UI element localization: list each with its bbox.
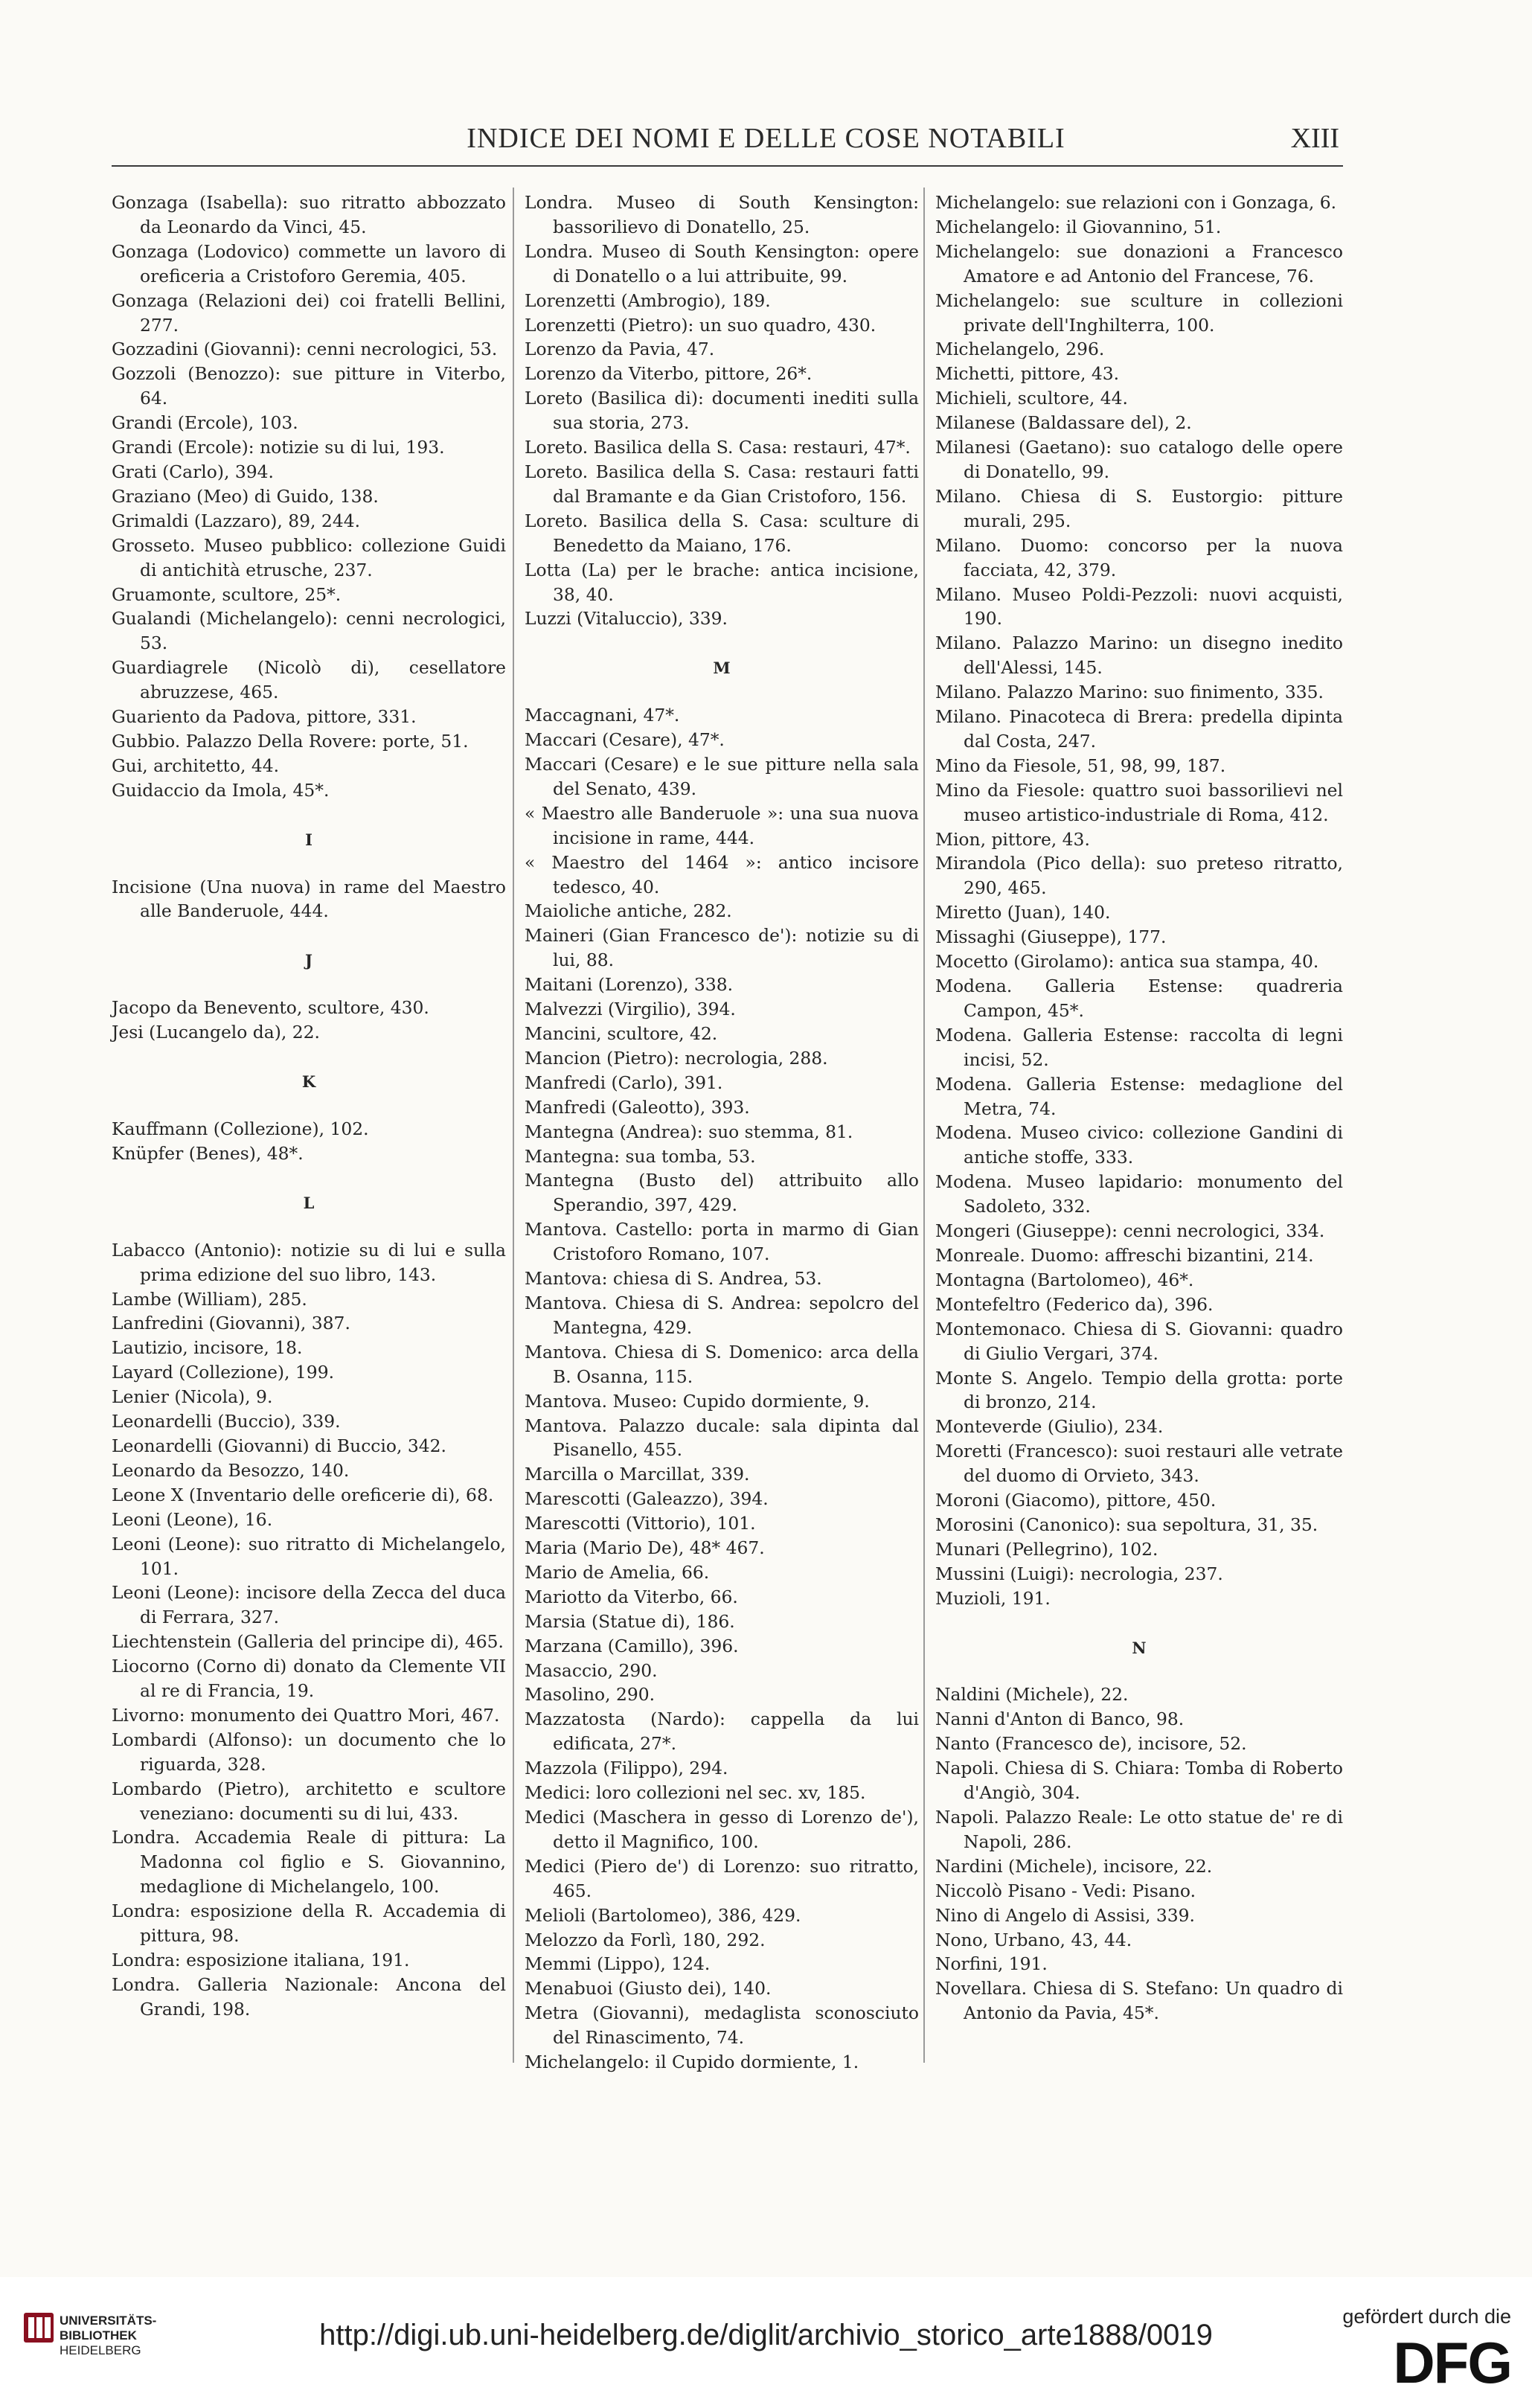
index-entry: Miretto (Juan), 140. <box>935 902 1111 923</box>
index-entry: Napoli. Chiesa di S. Chiara: Tomba di Roberto d'Angiò, 304. <box>935 1758 1343 1804</box>
index-entry: Gui, architetto, 44. <box>112 755 280 776</box>
index-entry: Mirandola (Pico della): suo preteso ritratto, 290, 465. <box>935 853 1343 899</box>
dfg-logo-text: DFG <box>1393 2331 1511 2390</box>
index-entry: Londra: esposizione italiana, 191. <box>112 1950 410 1970</box>
index-entry: Grandi (Ercole): notizie su di lui, 193. <box>112 437 445 458</box>
index-entry: Milano. Chiesa di S. Eustorgio: pitture murali, 295. <box>935 485 1343 531</box>
header-rule <box>112 165 1343 167</box>
index-entry: Metra (Giovanni), medaglista sconosciuto del Rinascimento, 74. <box>525 2002 919 2049</box>
index-entry: Mussini (Luigi): necrologia, 237. <box>935 1563 1223 1584</box>
source-url-link[interactable]: http://digi.ub.uni-heidelberg.de/diglit/archivio_storico_arte1888/0019 <box>319 2319 1213 2351</box>
index-entry: Nardini (Michele), incisore, 22. <box>935 1855 1213 1877</box>
index-entry: Mario de Amelia, 66. <box>525 1561 710 1583</box>
index-entry: Luzzi (Vitaluccio), 339. <box>525 608 728 630</box>
section-letter-heading: J <box>305 951 313 970</box>
index-entry: Mariotto da Viterbo, 66. <box>525 1586 738 1607</box>
index-entry: Mantegna (Andrea): suo stemma, 81. <box>525 1121 853 1142</box>
index-column-1 <box>112 190 506 2022</box>
index-entry: Niccolò Pisano - Vedi: Pisano. <box>935 1880 1196 1901</box>
index-entry: Livorno: monumento dei Quattro Mori, 467. <box>112 1704 500 1726</box>
index-entry: Milanesi (Gaetano): suo catalogo delle opere di Donatello, 99. <box>935 437 1343 482</box>
section-letter-heading: I <box>305 830 313 849</box>
library-logo-line-3: HEIDELBERG <box>60 2343 141 2357</box>
index-entry: Gualandi (Michelangelo): cenni necrologici, 53. <box>112 608 506 654</box>
index-entry: Michelangelo: sue relazioni con i Gonzaga, 6. <box>935 192 1337 213</box>
index-entry: Marescotti (Vittorio), 101. <box>525 1513 756 1534</box>
index-entry: Gonzaga (Relazioni dei) coi fratelli Bellini, 277. <box>112 289 506 336</box>
index-entry: Gozzoli (Benozzo): sue pitture in Viterbo, 64. <box>112 363 506 409</box>
index-entry: Mongeri (Giuseppe): cenni necrologici, 334. <box>935 1220 1325 1242</box>
index-entry: Gruamonte, scultore, 25*. <box>112 583 342 605</box>
index-entry: Moretti (Francesco): suoi restauri alle vetrate del duomo di Orvieto, 343. <box>935 1441 1343 1487</box>
index-entry: Masaccio, 290. <box>525 1659 658 1681</box>
index-entry: Loreto. Basilica della S. Casa: sculture di Benedetto da Maiano, 176. <box>525 510 919 556</box>
index-entry: Maccagnani, 47*. <box>525 705 680 726</box>
index-entry: Leoni (Leone), 16. <box>112 1508 273 1530</box>
index-entry: Medici: loro collezioni nel sec. xv, 185. <box>525 1782 866 1804</box>
index-entry: Grati (Carlo), 394. <box>112 461 274 482</box>
index-entry: Manfredi (Carlo), 391. <box>525 1072 723 1093</box>
index-entry: Menabuoi (Giusto dei), 140. <box>525 1978 772 1999</box>
index-entry: Liechtenstein (Galleria del principe di), 465. <box>112 1631 504 1653</box>
index-entry: Michelangelo: sue sculture in collezioni private dell'Inghilterra, 100. <box>935 289 1343 336</box>
index-entry: Mantova. Palazzo ducale: sala dipinta dal Pisanello, 455. <box>525 1415 919 1461</box>
index-entry: Maria (Mario De), 48* 467. <box>525 1537 765 1559</box>
index-entry: Milano. Pinacoteca di Brera: predella dipinta dal Costa, 247. <box>935 706 1343 752</box>
index-entry: Mino da Fiesole: quattro suoi bassorilievi nel museo artistico-industriale di Roma, 412. <box>935 779 1343 825</box>
index-entry: Mantegna: sua tomba, 53. <box>525 1145 756 1167</box>
index-entry: Leoni (Leone): incisore della Zecca del duca di Ferrara, 327. <box>112 1582 506 1628</box>
index-column-2 <box>525 190 919 2075</box>
index-entry: Lambe (William), 285. <box>112 1288 307 1310</box>
index-entry: Mino da Fiesole, 51, 98, 99, 187. <box>935 755 1226 776</box>
index-entry: Loreto (Basilica di): documenti inediti sulla sua storia, 273. <box>525 388 919 434</box>
index-entry: Marzana (Camillo), 396. <box>525 1635 739 1656</box>
index-entry: Michieli, scultore, 44. <box>935 388 1128 409</box>
index-entry: Gubbio. Palazzo Della Rovere: porte, 51. <box>112 730 469 752</box>
index-entry: Nanni d'Anton di Banco, 98. <box>935 1709 1185 1730</box>
index-entry: Lombardi (Alfonso): un documento che lo riguarda, 328. <box>112 1729 506 1775</box>
index-entry: Malvezzi (Virgilio), 394. <box>525 999 736 1020</box>
index-entry: Londra. Museo di South Kensington: bassorilievo di Donatello, 25. <box>525 192 919 237</box>
index-entry: Leonardelli (Buccio), 339. <box>112 1411 341 1432</box>
index-entry: Maccari (Cesare), 47*. <box>525 729 725 751</box>
index-entry: Jesi (Lucangelo da), 22. <box>112 1022 320 1043</box>
index-entry: Novellara. Chiesa di S. Stefano: Un quadro di Antonio da Pavia, 45*. <box>935 1978 1343 2024</box>
index-entry: Grimaldi (Lazzaro), 89, 244. <box>112 510 361 531</box>
sponsor-text: gefördert durch die <box>1342 2305 1511 2328</box>
index-entry: Lenier (Nicola), 9. <box>112 1386 273 1408</box>
index-entry: Jacopo da Benevento, scultore, 430. <box>112 997 429 1019</box>
index-entry: « Maestro alle Banderuole »: una sua nuova incisione in rame, 444. <box>525 802 919 848</box>
index-entry: Masolino, 290. <box>525 1684 656 1706</box>
index-entry: Grandi (Ercole), 103. <box>112 412 298 434</box>
index-entry: Mancion (Pietro): necrologia, 288. <box>525 1047 828 1069</box>
index-entry: Michetti, pittore, 43. <box>935 363 1120 385</box>
index-entry: Londra. Accademia Reale di pittura: La Madonna col figlio e S. Giovannino, medaglione di Michelangelo, 100. <box>112 1827 506 1898</box>
index-entry: Modena. Museo lapidario: monumento del Sadoleto, 332. <box>935 1171 1343 1217</box>
index-entry: Leoni (Leone): suo ritratto di Michelangelo, 101. <box>112 1533 506 1579</box>
index-entry: Milano. Palazzo Marino: un disegno inedito dell'Alessi, 145. <box>935 633 1343 679</box>
index-entry: Mantova. Chiesa di S. Andrea: sepolcro del Mantegna, 429. <box>525 1292 919 1338</box>
index-entry: Lorenzetti (Pietro): un suo quadro, 430. <box>525 314 876 336</box>
index-entry: Lorenzetti (Ambrogio), 189. <box>525 289 771 311</box>
index-entry: Gozzadini (Giovanni): cenni necrologici, 53. <box>112 339 498 360</box>
index-entry: Modena. Galleria Estense: quadreria Campon, 45*. <box>935 976 1343 1021</box>
column-divider <box>923 188 925 2063</box>
index-column-3 <box>935 190 1343 2026</box>
index-entry: Gonzaga (Lodovico) commette un lavoro di oreficeria a Cristoforo Geremia, 405. <box>112 240 506 286</box>
index-entry: Monreale. Duomo: affreschi bizantini, 214. <box>935 1244 1314 1266</box>
index-entry: Milanese (Baldassare del), 2. <box>935 412 1192 434</box>
index-entry: Maitani (Lorenzo), 338. <box>525 974 734 996</box>
index-entry: Missaghi (Giuseppe), 177. <box>935 926 1167 948</box>
index-entry: Morosini (Canonico): sua sepoltura, 31, 35. <box>935 1514 1318 1535</box>
index-entry: Leonardo da Besozzo, 140. <box>112 1459 350 1481</box>
index-entry: Memmi (Lippo), 124. <box>525 1953 711 1975</box>
index-entry: Milano. Duomo: concorso per la nuova facciata, 42, 379. <box>935 534 1343 580</box>
index-entry: Michelangelo: il Cupido dormiente, 1. <box>525 2052 859 2073</box>
index-entry: Munari (Pellegrino), 102. <box>935 1538 1158 1560</box>
index-entry: Napoli. Palazzo Reale: Le otto statue de' re di Napoli, 286. <box>935 1807 1343 1852</box>
index-entry: Leonardelli (Giovanni) di Buccio, 342. <box>112 1435 446 1456</box>
index-entry: Nino di Angelo di Assisi, 339. <box>935 1904 1195 1926</box>
dfg-logo <box>1370 2331 1511 2390</box>
index-entry: Modena. Galleria Estense: medaglione del Metra, 74. <box>935 1073 1343 1119</box>
section-letter-heading: L <box>303 1193 315 1212</box>
index-entry: Montefeltro (Federico da), 396. <box>935 1293 1214 1315</box>
index-entry: Lautizio, incisore, 18. <box>112 1337 303 1359</box>
column-divider <box>513 188 514 2063</box>
index-entry: Milano. Palazzo Marino: suo finimento, 335. <box>935 682 1324 703</box>
index-entry: Maineri (Gian Francesco de'): notizie su di lui, 88. <box>525 925 919 971</box>
section-letter-heading: K <box>301 1072 316 1092</box>
index-entry: Nanto (Francesco de), incisore, 52. <box>935 1733 1247 1755</box>
index-entry: Norfini, 191. <box>935 1953 1048 1975</box>
section-letter-heading: N <box>1132 1638 1147 1657</box>
index-entry: Mantova. Chiesa di S. Domenico: arca della B. Osanna, 115. <box>525 1341 919 1387</box>
index-entry: Incisione (Una nuova) in rame del Maestro alle Banderuole, 444. <box>112 876 506 922</box>
index-entry: Montagna (Bartolomeo), 46*. <box>935 1269 1194 1290</box>
index-entry: Mantegna (Busto del) attribuito allo Sperandio, 397, 429. <box>525 1170 919 1216</box>
index-entry: Gonzaga (Isabella): suo ritratto abbozzato da Leonardo da Vinci, 45. <box>112 192 506 237</box>
index-entry: Londra. Galleria Nazionale: Ancona del Grandi, 198. <box>112 1973 506 2020</box>
index-entry: Mazzatosta (Nardo): cappella da lui edificata, 27*. <box>525 1709 919 1755</box>
index-entry: Guariento da Padova, pittore, 331. <box>112 706 417 728</box>
index-entry: Naldini (Michele), 22. <box>935 1684 1129 1706</box>
index-entry: Michelangelo: sue donazioni a Francesco Amatore e ad Antonio del Francese, 76. <box>935 240 1343 286</box>
index-entry: Marsia (Statue di), 186. <box>525 1610 735 1632</box>
index-entry: Muzioli, 191. <box>935 1587 1051 1609</box>
index-entry: Guidaccio da Imola, 45*. <box>112 779 330 801</box>
index-entry: Lotta (La) per le brache: antica incisione, 38, 40. <box>525 559 919 605</box>
index-entry: Monteverde (Giulio), 234. <box>935 1416 1164 1438</box>
library-logo-line-1: UNIVERSITÄTS- <box>60 2313 157 2328</box>
index-entry: Monte S. Angelo. Tempio della grotta: porte di bronzo, 214. <box>935 1367 1343 1413</box>
index-entry: Milano. Museo Poldi-Pezzoli: nuovi acquisti, 190. <box>935 583 1343 630</box>
index-entry: Londra. Museo di South Kensington: opere di Donatello o a lui attribuite, 99. <box>525 240 919 286</box>
index-entry: Labacco (Antonio): notizie su di lui e sulla prima edizione del suo libro, 143. <box>112 1239 506 1285</box>
index-entry: Lorenzo da Viterbo, pittore, 26*. <box>525 363 813 385</box>
index-entry: Maccari (Cesare) e le sue pitture nella sala del Senato, 439. <box>525 754 919 799</box>
index-entry: Londra: esposizione della R. Accademia di pittura, 98. <box>112 1901 506 1947</box>
index-entry: Knüpfer (Benes), 48*. <box>112 1142 304 1164</box>
index-entry: Graziano (Meo) di Guido, 138. <box>112 485 379 507</box>
index-entry: Lanfredini (Giovanni), 387. <box>112 1313 350 1334</box>
index-entry: Grosseto. Museo pubblico: collezione Guidi di antichità etrusche, 237. <box>112 534 506 580</box>
index-entry: Mantova. Castello: porta in marmo di Gian Cristoforo Romano, 107. <box>525 1219 919 1265</box>
index-entry: Modena. Museo civico: collezione Gandini di antiche stoffe, 333. <box>935 1122 1343 1168</box>
index-entry: Melioli (Bartolomeo), 386, 429. <box>525 1904 801 1926</box>
page-number: XIII <box>1290 123 1339 154</box>
index-entry: Kauffmann (Collezione), 102. <box>112 1118 369 1139</box>
index-entry: Guardiagrele (Nicolò di), cesellatore abruzzese, 465. <box>112 657 506 703</box>
index-entry: Medici (Maschera in gesso di Lorenzo de'), detto il Magnifico, 100. <box>525 1807 919 1852</box>
index-entry: Mantova. Museo: Cupido dormiente, 9. <box>525 1390 870 1412</box>
index-entry: Michelangelo, 296. <box>935 339 1105 360</box>
index-entry: Michelangelo: il Giovannino, 51. <box>935 216 1222 237</box>
index-entry: Leone X (Inventario delle oreficerie di), 68. <box>112 1484 494 1505</box>
index-entry: Nono, Urbano, 43, 44. <box>935 1929 1132 1950</box>
index-entry: Mion, pittore, 43. <box>935 828 1090 850</box>
library-logo-line-2: BIBLIOTHEK <box>60 2328 137 2343</box>
index-entry: Modena. Galleria Estense: raccolta di legni incisi, 52. <box>935 1024 1343 1070</box>
index-entry: Marcilla o Marcillat, 339. <box>525 1464 750 1485</box>
index-entry: Medici (Piero de') di Lorenzo: suo ritratto, 465. <box>525 1855 919 1901</box>
index-entry: « Maestro del 1464 »: antico incisore tedesco, 40. <box>525 851 919 897</box>
index-entry: Marescotti (Galeazzo), 394. <box>525 1488 769 1510</box>
index-entry: Loreto. Basilica della S. Casa: restauri, 47*. <box>525 437 911 458</box>
index-entry: Liocorno (Corno di) donato da Clemente VII al re di Francia, 19. <box>112 1656 506 1702</box>
index-entry: Maioliche antiche, 282. <box>525 900 732 922</box>
index-entry: Layard (Collezione), 199. <box>112 1362 335 1383</box>
index-entry: Melozzo da Forlì, 180, 292. <box>525 1929 766 1950</box>
index-entry: Mancini, scultore, 42. <box>525 1023 718 1044</box>
page-title: INDICE DEI NOMI E DELLE COSE NOTABILI <box>467 123 1065 154</box>
index-entry: Lombardo (Pietro), architetto e scultore veneziano: documenti su di lui, 433. <box>112 1778 506 1824</box>
index-entry: Mazzola (Filippo), 294. <box>525 1758 728 1779</box>
index-entry: Manfredi (Galeotto), 393. <box>525 1096 750 1118</box>
section-letter-heading: M <box>713 659 731 678</box>
index-entry: Moroni (Giacomo), pittore, 450. <box>935 1490 1217 1511</box>
index-entry: Montemonaco. Chiesa di S. Giovanni: quadro di Giulio Vergari, 374. <box>935 1318 1343 1364</box>
index-entry: Lorenzo da Pavia, 47. <box>525 339 715 360</box>
index-entry: Mocetto (Girolamo): antica sua stampa, 40. <box>935 951 1319 973</box>
index-entry: Loreto. Basilica della S. Casa: restauri fatti dal Bramante e da Gian Cristoforo, 156. <box>525 461 919 507</box>
index-entry: Mantova: chiesa di S. Andrea, 53. <box>525 1268 822 1290</box>
